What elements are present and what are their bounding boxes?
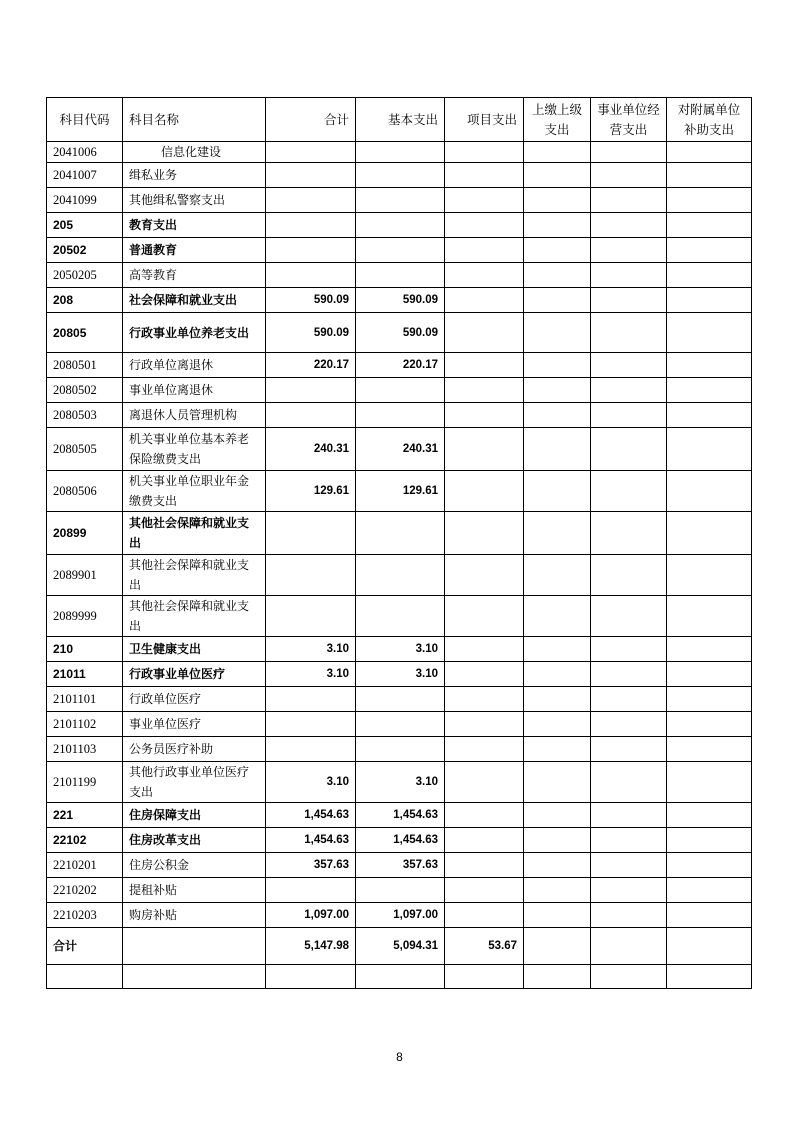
table-row xyxy=(47,828,752,853)
row-total xyxy=(266,188,356,213)
row-business xyxy=(591,403,667,428)
totals-name xyxy=(123,928,266,965)
table-row xyxy=(47,403,752,428)
row-upper xyxy=(524,288,591,313)
row-basic xyxy=(356,403,445,428)
row-business xyxy=(591,662,667,687)
row-subsidy xyxy=(667,762,752,803)
table-row xyxy=(47,712,752,737)
header-upper: 上缴上级支出 xyxy=(524,98,591,142)
table-row xyxy=(47,555,752,596)
row-project xyxy=(445,288,524,313)
row-upper xyxy=(524,828,591,853)
row-total: 590.09 xyxy=(266,288,356,313)
row-subsidy xyxy=(667,878,752,903)
header-business: 事业单位经营支出 xyxy=(591,98,667,142)
row-name: 其他社会保障和就业支出 xyxy=(123,555,266,596)
header-total: 合计 xyxy=(266,98,356,142)
row-project xyxy=(445,378,524,403)
row-basic: 590.09 xyxy=(356,313,445,353)
header-project: 项目支出 xyxy=(445,98,524,142)
empty-cell xyxy=(47,965,123,989)
row-project xyxy=(445,803,524,828)
row-basic: 220.17 xyxy=(356,353,445,378)
row-upper xyxy=(524,803,591,828)
row-name: 行政事业单位养老支出 xyxy=(123,313,266,353)
row-upper xyxy=(524,903,591,928)
row-subsidy xyxy=(667,853,752,878)
row-name: 提租补贴 xyxy=(123,878,266,903)
row-name: 行政单位离退休 xyxy=(123,353,266,378)
row-code: 205 xyxy=(47,213,123,238)
row-project xyxy=(445,471,524,512)
row-upper xyxy=(524,428,591,471)
row-basic: 3.10 xyxy=(356,637,445,662)
row-subsidy xyxy=(667,213,752,238)
row-business xyxy=(591,555,667,596)
row-code: 20805 xyxy=(47,313,123,353)
row-project xyxy=(445,737,524,762)
row-upper xyxy=(524,313,591,353)
row-subsidy xyxy=(667,637,752,662)
row-subsidy xyxy=(667,403,752,428)
row-project xyxy=(445,353,524,378)
row-total: 3.10 xyxy=(266,762,356,803)
table-row xyxy=(47,762,752,803)
row-total: 1,454.63 xyxy=(266,828,356,853)
empty-cell xyxy=(524,965,591,989)
totals-business xyxy=(591,928,667,965)
row-business xyxy=(591,712,667,737)
row-project xyxy=(445,403,524,428)
header-subsidy: 对附属单位补助支出 xyxy=(667,98,752,142)
row-basic xyxy=(356,378,445,403)
row-basic: 1,454.63 xyxy=(356,803,445,828)
row-subsidy xyxy=(667,687,752,712)
row-business xyxy=(591,213,667,238)
row-code: 2210201 xyxy=(47,853,123,878)
row-total xyxy=(266,878,356,903)
table-row xyxy=(47,163,752,188)
row-name: 其他社会保障和就业支出 xyxy=(123,596,266,637)
row-project xyxy=(445,213,524,238)
row-business xyxy=(591,188,667,213)
row-subsidy xyxy=(667,512,752,555)
row-basic xyxy=(356,737,445,762)
row-project xyxy=(445,512,524,555)
row-upper xyxy=(524,512,591,555)
row-subsidy xyxy=(667,471,752,512)
empty-cell xyxy=(667,965,752,989)
table-row xyxy=(47,637,752,662)
row-subsidy xyxy=(667,662,752,687)
totals-upper xyxy=(524,928,591,965)
row-basic: 1,454.63 xyxy=(356,828,445,853)
row-code: 2080501 xyxy=(47,353,123,378)
row-upper xyxy=(524,878,591,903)
row-total xyxy=(266,378,356,403)
row-name: 住房保障支出 xyxy=(123,803,266,828)
row-project xyxy=(445,903,524,928)
row-project xyxy=(445,662,524,687)
row-basic xyxy=(356,555,445,596)
table-row xyxy=(47,188,752,213)
row-basic xyxy=(356,596,445,637)
row-project xyxy=(445,762,524,803)
header-name: 科目名称 xyxy=(123,98,266,142)
row-code: 2089999 xyxy=(47,596,123,637)
row-upper xyxy=(524,142,591,163)
row-subsidy xyxy=(667,378,752,403)
row-subsidy xyxy=(667,353,752,378)
row-code: 208 xyxy=(47,288,123,313)
row-total: 1,454.63 xyxy=(266,803,356,828)
row-basic xyxy=(356,512,445,555)
table-row xyxy=(47,662,752,687)
totals-basic: 5,094.31 xyxy=(356,928,445,965)
row-upper xyxy=(524,471,591,512)
row-name: 公务员医疗补助 xyxy=(123,737,266,762)
row-code: 2050205 xyxy=(47,263,123,288)
row-business xyxy=(591,142,667,163)
row-code: 2089901 xyxy=(47,555,123,596)
row-business xyxy=(591,512,667,555)
row-code: 2210202 xyxy=(47,878,123,903)
row-total xyxy=(266,712,356,737)
table-row xyxy=(47,378,752,403)
row-upper xyxy=(524,555,591,596)
row-name: 事业单位离退休 xyxy=(123,378,266,403)
row-name: 教育支出 xyxy=(123,213,266,238)
header-code: 科目代码 xyxy=(47,98,123,142)
row-name: 住房改革支出 xyxy=(123,828,266,853)
row-project xyxy=(445,712,524,737)
empty-cell xyxy=(123,965,266,989)
table-row xyxy=(47,238,752,263)
row-upper xyxy=(524,263,591,288)
row-project xyxy=(445,313,524,353)
row-code: 210 xyxy=(47,637,123,662)
row-upper xyxy=(524,188,591,213)
row-subsidy xyxy=(667,596,752,637)
row-basic xyxy=(356,238,445,263)
row-name: 信息化建设 xyxy=(123,142,266,163)
row-subsidy xyxy=(667,428,752,471)
row-business xyxy=(591,828,667,853)
row-name: 行政事业单位医疗 xyxy=(123,662,266,687)
row-name: 机关事业单位基本养老保险缴费支出 xyxy=(123,428,266,471)
row-upper xyxy=(524,403,591,428)
header-basic: 基本支出 xyxy=(356,98,445,142)
table-row xyxy=(47,428,752,471)
row-upper xyxy=(524,762,591,803)
row-basic xyxy=(356,878,445,903)
row-subsidy xyxy=(667,803,752,828)
row-project xyxy=(445,263,524,288)
row-total xyxy=(266,512,356,555)
row-upper xyxy=(524,662,591,687)
row-total xyxy=(266,555,356,596)
row-name: 其他缉私警察支出 xyxy=(123,188,266,213)
row-code: 2101101 xyxy=(47,687,123,712)
row-upper xyxy=(524,596,591,637)
row-upper xyxy=(524,712,591,737)
row-basic xyxy=(356,263,445,288)
row-code: 221 xyxy=(47,803,123,828)
table-row xyxy=(47,878,752,903)
row-total: 129.61 xyxy=(266,471,356,512)
row-name: 住房公积金 xyxy=(123,853,266,878)
row-code: 22102 xyxy=(47,828,123,853)
row-total xyxy=(266,687,356,712)
row-total: 357.63 xyxy=(266,853,356,878)
budget-table xyxy=(46,97,752,989)
row-business xyxy=(591,596,667,637)
row-project xyxy=(445,596,524,637)
row-subsidy xyxy=(667,712,752,737)
row-business xyxy=(591,471,667,512)
table-row xyxy=(47,353,752,378)
table-row xyxy=(47,263,752,288)
row-business xyxy=(591,263,667,288)
row-subsidy xyxy=(667,163,752,188)
row-business xyxy=(591,903,667,928)
row-upper xyxy=(524,737,591,762)
empty-cell xyxy=(445,965,524,989)
row-business xyxy=(591,378,667,403)
row-business xyxy=(591,313,667,353)
row-subsidy xyxy=(667,263,752,288)
row-total xyxy=(266,403,356,428)
row-code: 2041006 xyxy=(47,142,123,163)
row-name: 其他社会保障和就业支出 xyxy=(123,512,266,555)
row-total: 240.31 xyxy=(266,428,356,471)
row-business xyxy=(591,238,667,263)
row-code: 20502 xyxy=(47,238,123,263)
row-name: 行政单位医疗 xyxy=(123,687,266,712)
row-business xyxy=(591,803,667,828)
row-project xyxy=(445,188,524,213)
row-subsidy xyxy=(667,828,752,853)
row-basic: 3.10 xyxy=(356,762,445,803)
table-row xyxy=(47,142,752,163)
row-total xyxy=(266,163,356,188)
empty-cell xyxy=(356,965,445,989)
row-code: 2080503 xyxy=(47,403,123,428)
row-upper xyxy=(524,353,591,378)
row-business xyxy=(591,428,667,471)
row-basic xyxy=(356,213,445,238)
row-basic xyxy=(356,712,445,737)
row-basic: 240.31 xyxy=(356,428,445,471)
row-project xyxy=(445,142,524,163)
row-upper xyxy=(524,163,591,188)
totals-subsidy xyxy=(667,928,752,965)
row-business xyxy=(591,353,667,378)
row-subsidy xyxy=(667,142,752,163)
page-number: 8 xyxy=(396,1050,403,1064)
row-business xyxy=(591,853,667,878)
row-subsidy xyxy=(667,313,752,353)
row-business xyxy=(591,762,667,803)
row-project xyxy=(445,637,524,662)
empty-row xyxy=(47,965,752,989)
row-basic: 590.09 xyxy=(356,288,445,313)
row-project xyxy=(445,428,524,471)
totals-row xyxy=(47,928,752,965)
row-name: 购房补贴 xyxy=(123,903,266,928)
table-row xyxy=(47,903,752,928)
row-upper xyxy=(524,853,591,878)
row-code: 2080502 xyxy=(47,378,123,403)
table-row xyxy=(47,687,752,712)
row-total: 220.17 xyxy=(266,353,356,378)
row-name: 社会保障和就业支出 xyxy=(123,288,266,313)
table-row xyxy=(47,737,752,762)
row-total xyxy=(266,737,356,762)
table-row xyxy=(47,471,752,512)
row-total xyxy=(266,142,356,163)
table-row xyxy=(47,288,752,313)
row-name: 卫生健康支出 xyxy=(123,637,266,662)
row-subsidy xyxy=(667,238,752,263)
row-basic: 357.63 xyxy=(356,853,445,878)
row-name: 缉私业务 xyxy=(123,163,266,188)
row-subsidy xyxy=(667,188,752,213)
row-code: 2101102 xyxy=(47,712,123,737)
row-business xyxy=(591,288,667,313)
totals-project: 53.67 xyxy=(445,928,524,965)
row-basic xyxy=(356,687,445,712)
table-row xyxy=(47,596,752,637)
row-code: 21011 xyxy=(47,662,123,687)
row-total: 590.09 xyxy=(266,313,356,353)
row-total xyxy=(266,263,356,288)
table-row xyxy=(47,213,752,238)
header-row xyxy=(47,98,752,142)
row-upper xyxy=(524,687,591,712)
table-row xyxy=(47,853,752,878)
row-subsidy xyxy=(667,555,752,596)
row-upper xyxy=(524,637,591,662)
row-code: 20899 xyxy=(47,512,123,555)
row-basic: 129.61 xyxy=(356,471,445,512)
row-code: 2101103 xyxy=(47,737,123,762)
row-subsidy xyxy=(667,288,752,313)
empty-cell xyxy=(266,965,356,989)
row-project xyxy=(445,828,524,853)
row-name: 事业单位医疗 xyxy=(123,712,266,737)
row-name: 机关事业单位职业年金缴费支出 xyxy=(123,471,266,512)
row-name: 普通教育 xyxy=(123,238,266,263)
row-project xyxy=(445,878,524,903)
row-subsidy xyxy=(667,903,752,928)
totals-total: 5,147.98 xyxy=(266,928,356,965)
row-project xyxy=(445,238,524,263)
row-project xyxy=(445,163,524,188)
row-business xyxy=(591,737,667,762)
row-total xyxy=(266,213,356,238)
row-upper xyxy=(524,213,591,238)
row-total: 3.10 xyxy=(266,662,356,687)
row-basic: 1,097.00 xyxy=(356,903,445,928)
row-code: 2210203 xyxy=(47,903,123,928)
row-total xyxy=(266,596,356,637)
row-name: 高等教育 xyxy=(123,263,266,288)
row-basic: 3.10 xyxy=(356,662,445,687)
row-name: 离退休人员管理机构 xyxy=(123,403,266,428)
row-basic xyxy=(356,188,445,213)
row-project xyxy=(445,555,524,596)
row-project xyxy=(445,687,524,712)
row-upper xyxy=(524,238,591,263)
row-business xyxy=(591,163,667,188)
row-subsidy xyxy=(667,737,752,762)
empty-cell xyxy=(591,965,667,989)
row-total xyxy=(266,238,356,263)
row-total: 3.10 xyxy=(266,637,356,662)
row-upper xyxy=(524,378,591,403)
row-code: 2101199 xyxy=(47,762,123,803)
row-total: 1,097.00 xyxy=(266,903,356,928)
row-project xyxy=(445,853,524,878)
row-business xyxy=(591,637,667,662)
row-basic xyxy=(356,142,445,163)
row-name: 其他行政事业单位医疗支出 xyxy=(123,762,266,803)
table-row xyxy=(47,803,752,828)
table-row xyxy=(47,512,752,555)
row-code: 2041099 xyxy=(47,188,123,213)
row-business xyxy=(591,687,667,712)
row-code: 2080506 xyxy=(47,471,123,512)
row-code: 2041007 xyxy=(47,163,123,188)
row-basic xyxy=(356,163,445,188)
row-code: 2080505 xyxy=(47,428,123,471)
totals-label: 合计 xyxy=(47,928,123,965)
row-business xyxy=(591,878,667,903)
table-row xyxy=(47,313,752,353)
